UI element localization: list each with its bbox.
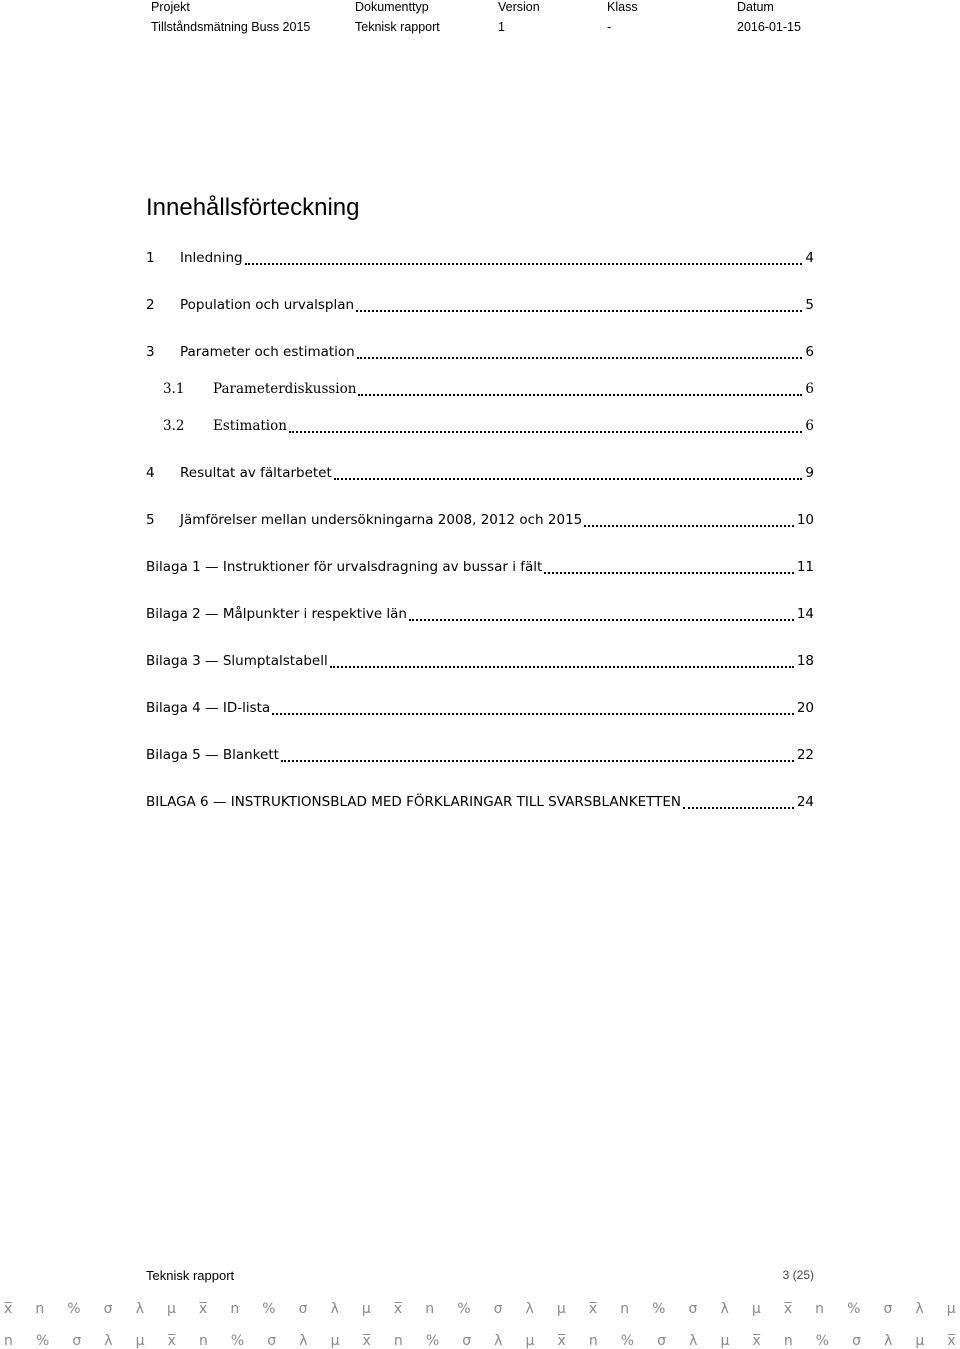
symbol-glyph: μ xyxy=(751,1301,761,1317)
symbol-glyph: % xyxy=(262,1301,276,1317)
toc-dot-leader xyxy=(289,431,802,433)
toc-entry[interactable] xyxy=(146,747,814,767)
symbol-glyph: σ xyxy=(72,1333,82,1349)
symbol-glyph: μ xyxy=(556,1301,566,1317)
toc-entry-page: 14 xyxy=(796,606,814,622)
toc-entry-page: 6 xyxy=(805,418,814,434)
symbol-glyph: % xyxy=(425,1333,440,1349)
symbol-glyph: λ xyxy=(915,1301,924,1317)
symbol-glyph: x̅ xyxy=(557,1333,566,1349)
symbol-glyph: λ xyxy=(884,1333,893,1349)
toc-entry[interactable] xyxy=(146,559,814,579)
symbol-glyph: n xyxy=(425,1301,435,1317)
toc-entry-label: Parameter och estimation xyxy=(180,344,355,360)
toc-entry-page: 6 xyxy=(805,344,814,360)
symbol-glyph: σ xyxy=(883,1301,893,1317)
symbol-glyph: % xyxy=(847,1301,861,1317)
symbol-glyph: n xyxy=(815,1301,825,1317)
toc-dot-leader xyxy=(409,619,794,621)
symbol-glyph: x̅ xyxy=(947,1333,956,1349)
footer-page-number: 3 (25) xyxy=(782,1268,814,1282)
footer-doc-type: Teknisk rapport xyxy=(146,1268,235,1283)
header-date xyxy=(737,0,801,34)
toc-entry-page: 10 xyxy=(796,512,814,528)
toc-entry[interactable] xyxy=(146,794,814,814)
symbol-glyph: % xyxy=(35,1333,50,1349)
header-label: Klass xyxy=(607,0,638,14)
symbol-glyph: % xyxy=(457,1301,471,1317)
symbol-glyph: n xyxy=(35,1301,45,1317)
symbol-glyph: λ xyxy=(689,1333,698,1349)
toc-entry[interactable] xyxy=(146,512,814,532)
symbol-glyph: λ xyxy=(525,1301,534,1317)
toc-entry-label: Jämförelser mellan undersökningarna 2008, 2012 och 2015 xyxy=(180,512,583,528)
toc-dot-leader xyxy=(357,357,803,359)
toc-entry-page: 22 xyxy=(796,747,814,763)
toc-entry[interactable] xyxy=(146,700,814,720)
header-value: Teknisk rapport xyxy=(355,20,440,34)
header-label: Datum xyxy=(737,0,774,14)
symbol-glyph: σ xyxy=(493,1301,503,1317)
symbol-glyph: λ xyxy=(330,1301,339,1317)
symbol-glyph: % xyxy=(652,1301,666,1317)
symbol-glyph: n xyxy=(198,1333,208,1349)
toc-entry[interactable] xyxy=(146,465,814,485)
symbol-glyph: x̅ xyxy=(362,1333,371,1349)
toc-entry-label: Population och urvalsplan xyxy=(180,297,355,313)
toc-entry-label: Inledning xyxy=(180,250,243,266)
symbol-glyph: n xyxy=(4,1333,13,1349)
symbol-glyph: x̅ xyxy=(752,1333,761,1349)
toc-entry-label: Bilaga 5 — Blankett xyxy=(146,747,279,763)
symbol-glyph: σ xyxy=(688,1301,698,1317)
toc-dot-leader xyxy=(683,807,794,809)
symbol-glyph: σ xyxy=(462,1333,472,1349)
header-class xyxy=(607,0,638,34)
toc-dot-leader xyxy=(334,478,803,480)
symbol-glyph: μ xyxy=(946,1301,956,1317)
toc-entry-number: 5 xyxy=(146,512,155,528)
symbol-glyph: λ xyxy=(299,1333,308,1349)
header-project xyxy=(151,0,310,34)
toc-dot-leader xyxy=(584,525,794,527)
toc-entry-number: 3 xyxy=(146,344,155,360)
toc-entry-label: Estimation xyxy=(213,418,287,434)
toc-entry-page: 9 xyxy=(805,465,814,481)
symbol-glyph: σ xyxy=(298,1301,308,1317)
page-title: Innehållsförteckning xyxy=(146,194,360,221)
toc-entry[interactable] xyxy=(146,344,814,364)
toc-dot-leader xyxy=(356,310,802,312)
toc-entry-page: 24 xyxy=(796,794,814,810)
toc-dot-leader xyxy=(358,394,802,396)
symbol-glyph: % xyxy=(815,1333,830,1349)
header-value: Tillståndsmätning Buss 2015 xyxy=(151,20,311,34)
toc-dot-leader xyxy=(272,713,794,715)
toc-entry-page: 5 xyxy=(805,297,814,313)
toc-entry-page: 4 xyxy=(805,250,814,266)
symbol-glyph: μ xyxy=(720,1333,730,1349)
symbol-glyph: n xyxy=(230,1301,240,1317)
symbol-glyph: λ xyxy=(135,1301,144,1317)
toc-entry[interactable] xyxy=(146,653,814,673)
toc-entry-label: Bilaga 4 — ID-lista xyxy=(146,700,271,716)
toc-entry-number: 3.2 xyxy=(163,418,185,434)
symbol-glyph: n xyxy=(588,1333,598,1349)
symbol-band-bottom xyxy=(0,1333,960,1349)
symbol-glyph: % xyxy=(230,1333,245,1349)
symbol-glyph: σ xyxy=(852,1333,861,1349)
toc-entry-number: 1 xyxy=(146,250,155,266)
toc-entry-page: 6 xyxy=(805,381,814,397)
toc-entry-number: 2 xyxy=(146,297,155,313)
symbol-glyph: σ xyxy=(267,1333,277,1349)
symbol-glyph: n xyxy=(620,1301,630,1317)
toc-entry[interactable] xyxy=(146,250,814,270)
toc-dot-leader xyxy=(245,263,803,265)
symbol-glyph: σ xyxy=(657,1333,667,1349)
toc-entry-label: BILAGA 6 — INSTRUKTIONSBLAD MED FÖRKLARINGAR TILL SVARSBLANKETTEN xyxy=(146,794,681,810)
toc-entry-number: 4 xyxy=(146,465,155,481)
toc-entry-page: 11 xyxy=(796,559,814,575)
symbol-glyph: λ xyxy=(104,1333,113,1349)
header-label: Dokumenttyp xyxy=(355,0,429,14)
header-label: Projekt xyxy=(151,0,190,14)
symbol-glyph: σ xyxy=(103,1301,113,1317)
symbol-glyph: x̅ xyxy=(167,1333,176,1349)
toc-entry-label: Bilaga 3 — Slumptalstabell xyxy=(146,653,328,669)
symbol-glyph: x̅ xyxy=(783,1301,793,1317)
toc-entry-label: Bilaga 1 — Instruktioner för urvalsdragning av bussar i fält xyxy=(146,559,543,575)
symbol-glyph: μ xyxy=(330,1333,340,1349)
toc-entry-label: Parameterdiskussion xyxy=(213,381,357,397)
toc-entry-label: Resultat av fältarbetet xyxy=(180,465,332,481)
header-value: 1 xyxy=(498,20,505,34)
symbol-glyph: x̅ xyxy=(4,1301,13,1317)
toc-dot-leader xyxy=(544,572,794,574)
symbol-glyph: λ xyxy=(494,1333,503,1349)
symbol-band-top xyxy=(0,1301,960,1317)
symbol-glyph: % xyxy=(67,1301,81,1317)
header-doctype xyxy=(355,0,440,34)
toc-entry-page: 18 xyxy=(796,653,814,669)
symbol-glyph: λ xyxy=(720,1301,729,1317)
toc-entry-page: 20 xyxy=(796,700,814,716)
symbol-glyph: n xyxy=(393,1333,403,1349)
symbol-glyph: μ xyxy=(915,1333,925,1349)
symbol-glyph: μ xyxy=(135,1333,145,1349)
symbol-glyph: x̅ xyxy=(198,1301,208,1317)
symbol-glyph: μ xyxy=(525,1333,535,1349)
toc-entry-number: 3.1 xyxy=(163,381,185,397)
toc-entry[interactable] xyxy=(146,381,814,401)
toc-entry[interactable] xyxy=(146,418,814,438)
toc-dot-leader xyxy=(281,760,794,762)
toc-dot-leader xyxy=(330,666,794,668)
toc-entry[interactable] xyxy=(146,297,814,317)
header-version xyxy=(498,0,540,34)
symbol-glyph: n xyxy=(783,1333,793,1349)
symbol-glyph: μ xyxy=(361,1301,371,1317)
toc-entry-label: Bilaga 2 — Målpunkter i respektive län xyxy=(146,606,407,622)
page-footer xyxy=(146,1268,814,1283)
symbol-glyph: x̅ xyxy=(588,1301,598,1317)
header-value: 2016-01-15 xyxy=(737,20,801,34)
toc-entry[interactable] xyxy=(146,606,814,626)
header-label: Version xyxy=(498,0,540,14)
symbol-glyph: x̅ xyxy=(393,1301,403,1317)
header-value: - xyxy=(607,20,612,34)
symbol-glyph: % xyxy=(620,1333,635,1349)
symbol-glyph: μ xyxy=(166,1301,176,1317)
